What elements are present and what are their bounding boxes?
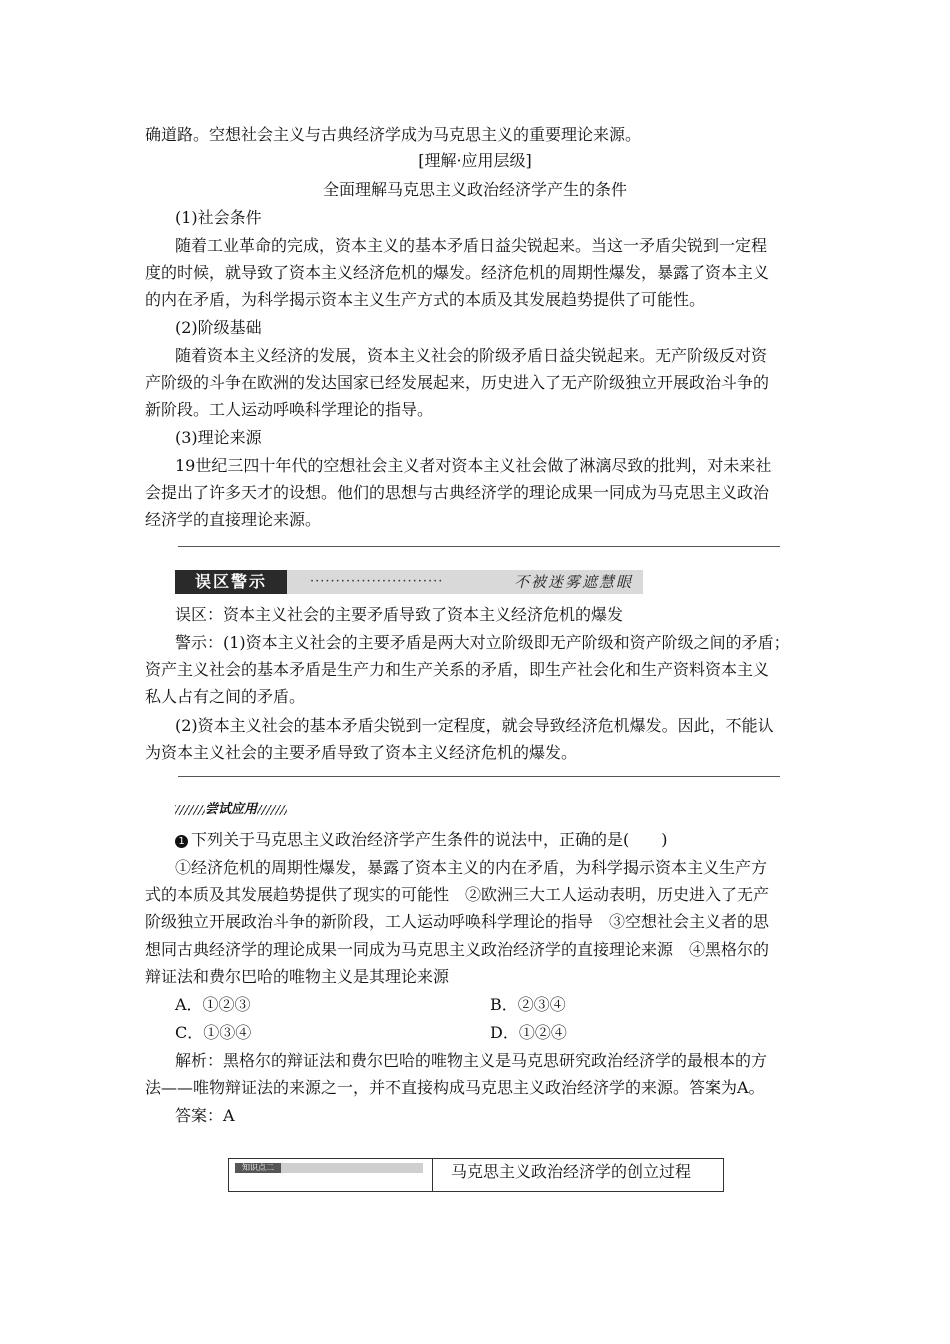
question-text: 阶级独立开展政治斗争的新阶段，工人运动呼唤科学理论的指导 ③空想社会主义者的思: [145, 912, 770, 931]
question-number-badge: 1: [175, 835, 188, 848]
option-a: A．①②③: [175, 995, 251, 1014]
try-apply-label: [175, 800, 287, 820]
analysis-text: 法——唯物辩证法的来源之一，并不直接构成马克思主义政治经济学的来源。答案为A。: [145, 1078, 765, 1097]
knowledge-point-tag: 知识点二: [235, 1163, 281, 1173]
misconception-text: 误区：资本主义社会的主要矛盾导致了资本主义经济危机的爆发: [175, 605, 624, 624]
banner-label: 误区警示: [175, 570, 287, 594]
knowledge-point-box: [228, 1158, 724, 1192]
hatch-decoration: [175, 805, 205, 815]
question-text: ①经济危机的周期性爆发，暴露了资本主义的内在矛盾，为科学揭示资本主义生产方: [175, 858, 768, 877]
warning-text: 为资本主义社会的主要矛盾导致了资本主义经济危机的爆发。: [145, 743, 578, 762]
option-c: C．①③④: [175, 1023, 252, 1042]
warning-text: 私人占有之间的矛盾。: [145, 687, 306, 706]
try-apply-text: 尝试应用: [205, 802, 258, 817]
warning-text: (2)资本主义社会的基本矛盾尖锐到一定程度，就会导致经济危机爆发。因此，不能认: [175, 716, 774, 735]
level-label: [理解·应用层级]: [418, 151, 532, 170]
question-text: 式的本质及其发展趋势提供了现实的可能性 ②欧洲三大工人运动表明，历史进入了无产: [145, 885, 770, 904]
subsection-title: (2)阶级基础: [175, 318, 262, 337]
knowledge-point-title: 马克思主义政治经济学的创立过程: [451, 1162, 692, 1181]
paragraph-text: 随着工业革命的完成，资本主义的基本矛盾日益尖锐起来。当这一矛盾尖锐到一定程: [175, 236, 768, 255]
question-text: 辩证法和费尔巴哈的唯物主义是其理论来源: [145, 967, 450, 986]
analysis-text: 解析：黑格尔的辩证法和费尔巴哈的唯物主义是马克思研究政治经济学的最根本的方: [175, 1051, 768, 1070]
paragraph-text: 新阶段。工人运动呼唤科学理论的指导。: [145, 400, 434, 419]
paragraph-text: 产阶级的斗争在欧洲的发达国家已经发展起来，历史进入了无产阶级独立开展政治斗争的: [145, 373, 770, 392]
question-stem: [175, 829, 668, 851]
hatch-decoration: [257, 805, 287, 815]
section-heading: 全面理解马克思主义政治经济学产生的条件: [322, 180, 627, 199]
answer-text: 答案：A: [175, 1106, 235, 1125]
banner-dots: ··························: [310, 574, 444, 589]
paragraph-text: 会提出了许多天才的设想。他们的思想与古典经济学的理论成果一同成为马克思主义政治: [145, 483, 770, 502]
paragraph-text: 随着资本主义经济的发展，资本主义社会的阶级矛盾日益尖锐起来。无产阶级反对资: [175, 346, 768, 365]
paragraph-text: 度的时候，就导致了资本主义经济危机的爆发。经济危机的周期性爆发，暴露了资本主义: [145, 263, 770, 282]
divider: [178, 546, 780, 547]
banner-tagline: 不被迷雾遮慧眼: [513, 573, 633, 591]
paragraph-text: 19世纪三四十年代的空想社会主义者对资本主义社会做了淋漓尽致的批判，对未来社: [175, 456, 772, 475]
paragraph-text: 的内在矛盾，为科学揭示资本主义生产方式的本质及其发展趋势提供了可能性。: [145, 290, 706, 309]
warning-text: 警示：(1)资本主义社会的主要矛盾是两大对立阶级即无产阶级和资产阶级之间的矛盾；: [175, 633, 790, 652]
knowledge-point-tag-strip: [235, 1163, 423, 1173]
question-stem-text: 下列关于马克思主义政治经济学产生条件的说法中，正确的是( ): [191, 830, 668, 849]
option-b: B．②③④: [490, 995, 566, 1014]
question-text: 想同古典经济学的理论成果一同成为马克思主义政治经济学的直接理论来源 ④黑格尔的: [145, 940, 770, 959]
paragraph-text: 经济学的直接理论来源。: [145, 510, 322, 529]
misconception-banner: [175, 570, 643, 594]
warning-text: 资产主义社会的基本矛盾是生产力和生产关系的矛盾，即生产社会化和生产资料资本主义: [145, 660, 770, 679]
subsection-title: (1)社会条件: [175, 208, 262, 227]
paragraph-text: 确道路。空想社会主义与古典经济学成为马克思主义的重要理论来源。: [145, 125, 642, 144]
subsection-title: (3)理论来源: [175, 428, 262, 447]
divider: [178, 776, 780, 777]
option-d: D．①②④: [490, 1023, 567, 1042]
knowledge-point-tag-cell: [229, 1159, 433, 1191]
